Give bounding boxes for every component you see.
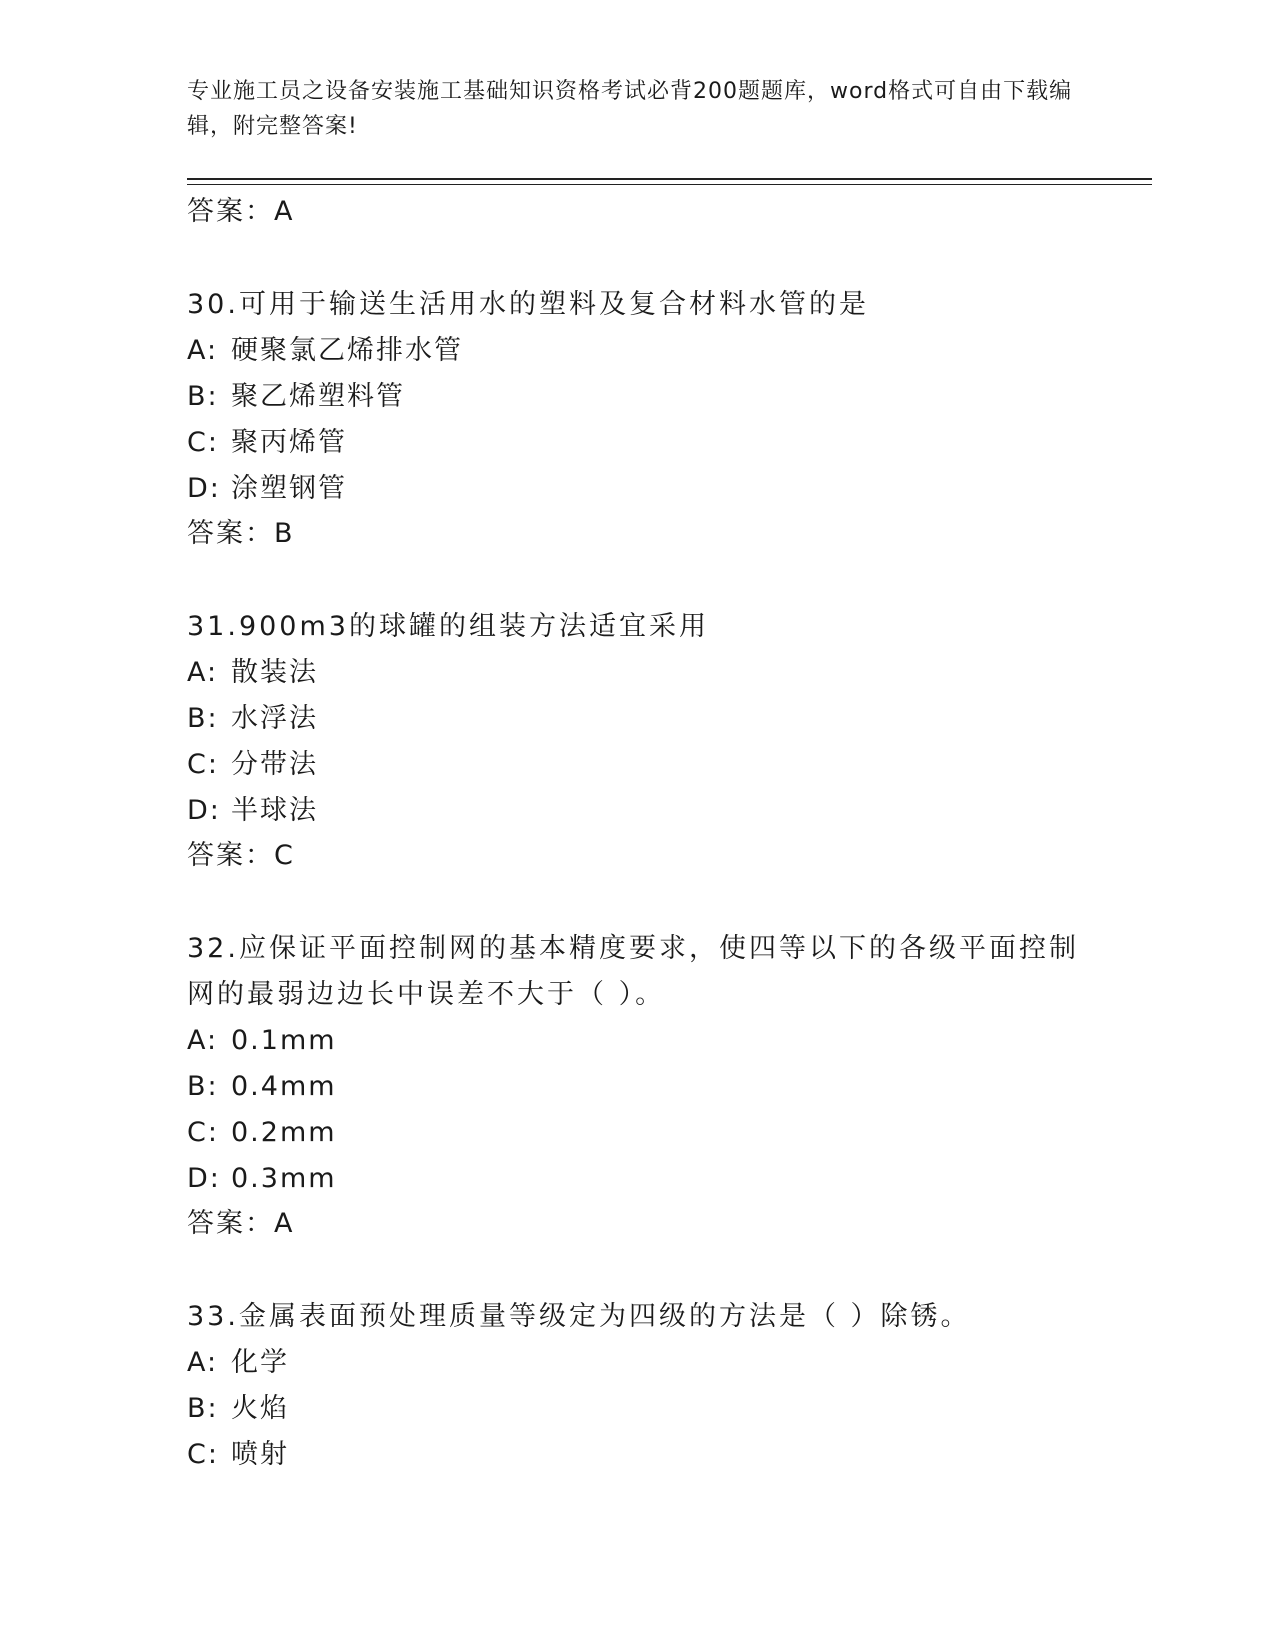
option-letter: A: bbox=[187, 1347, 219, 1378]
question-text: 31.900m3的球罐的组装方法适宜采用 bbox=[187, 611, 709, 642]
option-text: 水浮法 bbox=[231, 703, 318, 734]
option-letter: A: bbox=[187, 335, 219, 366]
option-b bbox=[187, 374, 1107, 420]
option-b bbox=[187, 1386, 1107, 1432]
option-d bbox=[187, 1156, 1107, 1202]
option-text: 分带法 bbox=[231, 749, 318, 780]
option-letter: C: bbox=[187, 427, 219, 458]
option-text: 0.3mm bbox=[231, 1163, 337, 1194]
option-letter: D: bbox=[187, 1163, 221, 1194]
option-letter: B: bbox=[187, 1071, 219, 1102]
header-divider-thick bbox=[187, 178, 1152, 180]
previous-answer: 答案：A bbox=[187, 196, 295, 227]
option-letter: B: bbox=[187, 381, 219, 412]
option-a bbox=[187, 1340, 1107, 1386]
option-letter: D: bbox=[187, 473, 221, 504]
option-letter: C: bbox=[187, 1439, 219, 1470]
option-b bbox=[187, 1064, 1107, 1110]
question-text: 32.应保证平面控制网的基本精度要求，使四等以下的各级平面控制网的最弱边边长中误差不大于（ ）。 bbox=[187, 933, 1079, 1010]
option-c bbox=[187, 742, 1107, 788]
option-text: 聚丙烯管 bbox=[231, 427, 347, 458]
option-letter: C: bbox=[187, 749, 219, 780]
question-33 bbox=[187, 1294, 1107, 1478]
option-text: 喷射 bbox=[231, 1439, 289, 1470]
question-list bbox=[187, 190, 1107, 1478]
option-text: 硬聚氯乙烯排水管 bbox=[231, 335, 463, 366]
option-d bbox=[187, 788, 1107, 834]
document-header: 专业施工员之设备安装施工基础知识资格考试必背200题题库，word格式可自由下载编辑，附完整答案! bbox=[187, 79, 1073, 139]
option-letter: D: bbox=[187, 795, 221, 826]
option-c bbox=[187, 1432, 1107, 1478]
option-text: 涂塑钢管 bbox=[231, 473, 347, 504]
question-30 bbox=[187, 282, 1107, 556]
option-a bbox=[187, 650, 1107, 696]
option-letter: C: bbox=[187, 1117, 219, 1148]
answer: 答案：C bbox=[187, 840, 295, 871]
option-b bbox=[187, 696, 1107, 742]
header-divider-thin bbox=[187, 184, 1152, 185]
option-a bbox=[187, 328, 1107, 374]
question-31 bbox=[187, 604, 1107, 878]
option-c bbox=[187, 1110, 1107, 1156]
question-text: 33.金属表面预处理质量等级定为四级的方法是（ ）除锈。 bbox=[187, 1301, 971, 1332]
answer: 答案：A bbox=[187, 1208, 295, 1239]
option-text: 聚乙烯塑料管 bbox=[231, 381, 405, 412]
option-text: 0.1mm bbox=[231, 1025, 337, 1056]
answer: 答案：B bbox=[187, 518, 295, 549]
option-text: 0.4mm bbox=[231, 1071, 337, 1102]
option-c bbox=[187, 420, 1107, 466]
option-letter: A: bbox=[187, 657, 219, 688]
option-text: 火焰 bbox=[231, 1393, 289, 1424]
option-letter: A: bbox=[187, 1025, 219, 1056]
question-text: 30.可用于输送生活用水的塑料及复合材料水管的是 bbox=[187, 289, 869, 320]
option-text: 半球法 bbox=[231, 795, 318, 826]
question-32 bbox=[187, 926, 1107, 1246]
option-letter: B: bbox=[187, 703, 219, 734]
option-text: 化学 bbox=[231, 1347, 289, 1378]
option-a bbox=[187, 1018, 1107, 1064]
option-text: 0.2mm bbox=[231, 1117, 337, 1148]
option-letter: B: bbox=[187, 1393, 219, 1424]
option-text: 散装法 bbox=[231, 657, 318, 688]
option-d bbox=[187, 466, 1107, 512]
